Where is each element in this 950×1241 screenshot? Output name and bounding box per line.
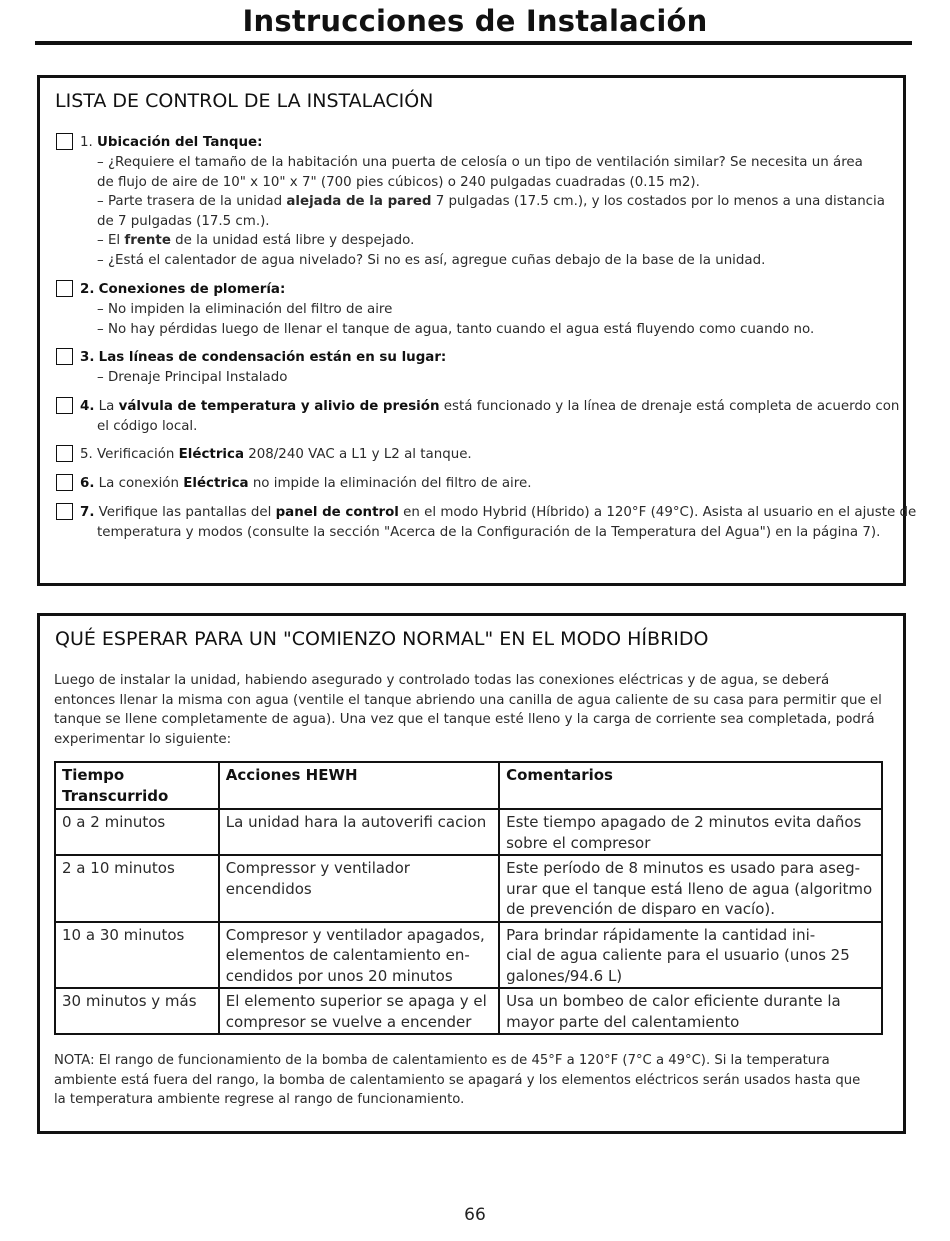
- table-cell: 2 a 10 minutos: [55, 855, 219, 922]
- item-heading: 7. Verifique las pantallas del panel de control en el modo Hybrid (Híbrido) a 120°F (49°C). Asista al usuario en el ajuste de: [80, 505, 917, 520]
- checkbox[interactable]: [56, 397, 73, 414]
- item-heading: 3. Las líneas de condensación están en su lugar:: [80, 350, 447, 365]
- item-line: – El frente de la unidad está libre y despejado.: [97, 233, 415, 248]
- table-row: [55, 855, 882, 922]
- item-heading: 1. Ubicación del Tanque:: [80, 135, 263, 150]
- page-title: Instrucciones de Instalación: [242, 4, 708, 38]
- table-row: [55, 988, 882, 1034]
- item-heading: 4. La válvula de temperatura y alivio de presión está funcionado y la línea de drenaje está completa de acuerdo con: [80, 399, 900, 414]
- item-line: – ¿Está el calentador de agua nivelado? Si no es así, agregue cuñas debajo de la base de la unidad.: [97, 252, 766, 268]
- item-line: – Parte trasera de la unidad alejada de la pared 7 pulgadas (17.5 cm.), y los costados por lo menos a una distancia: [97, 194, 885, 209]
- title-rule: [35, 41, 912, 45]
- header-cell: Tiempo Transcurrido: [55, 762, 219, 809]
- table-cell: Para brindar rápidamente la cantidad ini- cial de agua caliente para el usuario (unos 25 galones/94.6 L): [499, 922, 882, 989]
- checkbox[interactable]: [56, 348, 73, 365]
- table-cell: Este período de 8 minutos es usado para aseg- urar que el tanque está lleno de agua (algoritmo de prevención de disparo en vacío).: [499, 855, 882, 922]
- checkbox[interactable]: [56, 280, 73, 297]
- header-cell: Comentarios: [499, 762, 882, 809]
- item-line: de 7 pulgadas (17.5 cm.).: [97, 213, 270, 229]
- table-cell: Este tiempo apagado de 2 minutos evita daños sobre el compresor: [499, 809, 882, 855]
- table-row: [55, 922, 882, 989]
- table-cell: Usa un bombeo de calor eficiente durante la mayor parte del calentamiento: [499, 988, 882, 1034]
- checkbox[interactable]: [56, 503, 73, 520]
- checkbox[interactable]: [56, 445, 73, 462]
- item-line: – No impiden la eliminación del filtro de aire: [97, 302, 393, 317]
- table-cell: 30 minutos y más: [55, 988, 219, 1034]
- table-cell: Compressor y ventilador encendidos: [219, 855, 499, 922]
- header-cell: Acciones HEWH: [219, 762, 499, 809]
- item-heading: 2. Conexiones de plomería:: [80, 282, 286, 297]
- item-line: el código local.: [97, 419, 198, 434]
- table-cell: 10 a 30 minutos: [55, 922, 219, 989]
- table-cell: La unidad hara la autoverifi cacion: [219, 809, 499, 855]
- table-cell: Compresor y ventilador apagados, elementos de calentamiento en- cendidos por unos 20 minutos: [219, 922, 499, 989]
- item-line: de flujo de aire de 10" x 10" x 7" (700 pies cúbicos) o 240 pulgadas cuadradas (0.15 m2).: [97, 174, 700, 190]
- table-row: [55, 809, 882, 855]
- startup-table: [54, 761, 883, 1035]
- table-cell: El elemento superior se apaga y el compresor se vuelve a encender: [219, 988, 499, 1034]
- checklist-heading: LISTA DE CONTROL DE LA INSTALACIÓN: [55, 90, 434, 112]
- hybrid-heading: QUÉ ESPERAR PARA UN "COMIENZO NORMAL" EN EL MODO HÍBRIDO: [55, 628, 709, 650]
- installation-checklist-box: [37, 75, 917, 586]
- checkbox[interactable]: [56, 474, 73, 491]
- note-paragraph: NOTA: El rango de funcionamiento de la bomba de calentamiento es de 45°F a 120°F (7°C a 49°C). Si la temperatura ambiente está fuera del rango, la bomba de calentamiento se apagará y los elementos eléctricos serán usados hasta que la temperatura ambiente regrese al rango de funcionamiento.: [54, 1053, 861, 1108]
- item-line: – ¿Requiere el tamaño de la habitación una puerta de celosía o un tipo de ventilación similar? Se necesita un área: [97, 155, 863, 170]
- hybrid-mode-box: [37, 613, 906, 1134]
- table-cell: 0 a 2 minutos: [55, 809, 219, 855]
- intro-paragraph: Luego de instalar la unidad, habiendo asegurado y controlado todas las conexiones eléctricas y de agua, se deberá entonces llenar la misma con agua (ventile el tanque abriendo una canilla de agua caliente de su casa para permitir que el tanque se llene completamente de agua). Una vez que el tanque esté lleno y la carga de corriente sea completada, podrá experimentar lo siguiente:: [54, 673, 882, 747]
- item-heading: 6. La conexión Eléctrica no impide la eliminación del filtro de aire.: [80, 476, 532, 491]
- table-header-row: [55, 762, 882, 809]
- item-line: – Drenaje Principal Instalado: [97, 370, 288, 385]
- item-line: temperatura y modos (consulte la sección "Acerca de la Configuración de la Temperatura del Agua") en la página 7).: [97, 525, 881, 540]
- item-line: – No hay pérdidas luego de llenar el tanque de agua, tanto cuando el agua está fluyendo como cuando no.: [97, 321, 815, 337]
- item-heading: 5. Verificación Eléctrica 208/240 VAC a L1 y L2 al tanque.: [80, 447, 472, 462]
- page-number: 66: [464, 1205, 486, 1225]
- checkbox[interactable]: [56, 133, 73, 150]
